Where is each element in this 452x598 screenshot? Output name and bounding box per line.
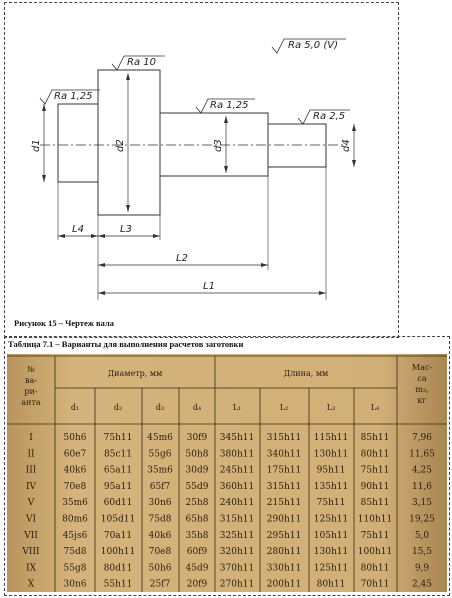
diameter-label: d1: [31, 139, 42, 152]
table-cell: 9,9: [414, 563, 430, 574]
header-diameter: Диаметр, мм: [107, 369, 163, 378]
table-cell: 215h11: [266, 498, 302, 509]
table-cell: 45js6: [62, 530, 88, 541]
figure-caption: Рисунок 15 – Чертеж вала: [14, 318, 114, 328]
table-cell: 130h11: [313, 547, 349, 558]
table-cell: 75d8: [148, 514, 172, 525]
table-cell: 11,65: [409, 449, 435, 460]
table-cell: 80d11: [103, 563, 133, 574]
table-cell: 315h11: [266, 481, 302, 492]
table-cell: 95h11: [316, 465, 346, 476]
table-cell: 70e8: [148, 547, 172, 558]
table-cell: 110h11: [357, 514, 393, 525]
table-cell: 125h11: [313, 514, 349, 525]
roughness-label: Ra 10: [127, 57, 156, 68]
table-cell: 50h6: [63, 433, 87, 443]
header-subcol: d₄: [192, 403, 202, 412]
table-cell: 70e8: [63, 481, 87, 492]
table-cell: 70a11: [103, 530, 133, 541]
table-cell: 45m6: [147, 433, 173, 443]
table-cell: 80h11: [360, 449, 390, 460]
length-label: L3: [120, 224, 132, 235]
header-subcol: d₂: [113, 403, 123, 412]
row-variant: I: [29, 433, 33, 443]
row-variant: V: [27, 498, 35, 509]
table-cell: 175h11: [266, 465, 302, 476]
row-variant: VIII: [22, 547, 40, 558]
table-cell: 3,15: [411, 498, 433, 509]
table-cell: 19,25: [409, 514, 435, 525]
table-cell: 65f7: [149, 481, 171, 492]
table-cell: 105h11: [313, 530, 349, 541]
table-cell: 70h11: [360, 579, 390, 590]
table-cell: 30n6: [63, 579, 87, 590]
table-cell: 75d8: [63, 547, 87, 558]
table-cell: 75h11: [360, 465, 390, 476]
header-mass: m₃,: [415, 385, 429, 394]
table-cell: 35m6: [62, 498, 88, 509]
table-caption: Таблица 7.1 – Варианты для выполнения расчетов заготовки: [8, 339, 244, 349]
header-length: Длина, мм: [283, 369, 329, 378]
table-cell: 295h11: [266, 530, 302, 541]
roughness-label: Ra 1,25: [210, 100, 249, 111]
table-cell: 30f9: [186, 433, 208, 443]
table-cell: 20f9: [186, 579, 208, 590]
table-cell: 330h11: [266, 563, 302, 574]
table-cell: 95a11: [103, 481, 133, 492]
table-cell: 2,45: [411, 579, 433, 590]
table-cell: 200h11: [266, 579, 302, 590]
table-cell: 280h11: [266, 547, 302, 558]
diameter-label: d2: [115, 139, 126, 152]
table-cell: 55g6: [148, 449, 172, 460]
table-cell: 85h11: [360, 498, 390, 509]
table-cell: 380h11: [219, 449, 255, 460]
table-cell: 90h11: [360, 481, 390, 492]
header-subcol: L₃: [326, 403, 336, 412]
row-variant: IV: [25, 481, 37, 492]
table-cell: 35m6: [147, 465, 173, 476]
table-cell: 15,5: [411, 547, 433, 558]
table-cell: 50h6: [148, 563, 172, 574]
table-cell: 240h11: [219, 498, 255, 509]
variants-table-grid: [7, 354, 447, 592]
table-cell: 45d9: [185, 563, 209, 574]
table-cell: 30d9: [185, 465, 209, 476]
row-variant: VII: [24, 530, 38, 541]
table-cell: 75h11: [316, 498, 346, 509]
header-subcol: d₁: [70, 403, 80, 412]
table-cell: 30n6: [148, 498, 172, 509]
table-cell: 25h8: [185, 498, 209, 509]
table-cell: 55g8: [63, 563, 87, 574]
table-cell: 7,96: [411, 433, 433, 443]
row-variant: VI: [25, 514, 37, 525]
table-cell: 60d11: [103, 498, 133, 509]
general-roughness-label: Ra 5,0 (V): [288, 40, 338, 51]
header-subcol: L₂: [279, 403, 289, 412]
table-cell: 105d11: [100, 514, 136, 525]
table-cell: 245h11: [219, 465, 255, 476]
diameter-label: d3: [213, 139, 224, 152]
length-label: L4: [72, 224, 84, 235]
table-cell: 35h8: [185, 530, 209, 541]
header-subcol: L₄: [370, 403, 380, 412]
table-cell: 80h11: [360, 563, 390, 574]
table-cell: 315h11: [266, 433, 302, 443]
table-cell: 100h11: [357, 547, 393, 558]
table-cell: 65h8: [185, 514, 209, 525]
roughness-label: Ra 1,25: [54, 91, 93, 102]
table-cell: 125h11: [313, 563, 349, 574]
table-cell: 290h11: [266, 514, 302, 525]
roughness-label: Ra 2,5: [313, 111, 346, 122]
table-cell: 135h11: [313, 481, 349, 492]
table-cell: 60f9: [186, 547, 208, 558]
header-variant: анта: [21, 398, 41, 407]
table-cell: 11,6: [411, 481, 433, 492]
table-cell: 370h11: [219, 563, 255, 574]
table-cell: 85c11: [104, 449, 132, 460]
table-cell: 325h11: [219, 530, 255, 541]
row-variant: X: [27, 579, 35, 590]
table-cell: 40k6: [63, 465, 87, 476]
table-cell: 340h11: [266, 449, 302, 460]
table-cell: 100h11: [100, 547, 136, 558]
table-cell: 50h8: [185, 449, 209, 460]
table-cell: 65a11: [103, 465, 133, 476]
table-cell: 55h11: [103, 579, 133, 590]
table-cell: 25f7: [149, 579, 171, 590]
table-cell: 315h11: [219, 514, 255, 525]
table-cell: 75h11: [360, 530, 390, 541]
table-cell: 4,25: [411, 465, 433, 476]
header-mass: са: [417, 374, 427, 383]
table-cell: 345h11: [219, 433, 255, 443]
length-label: L1: [203, 281, 215, 292]
table-cell: 320h11: [219, 547, 255, 558]
variants-table: [7, 354, 447, 592]
header-variant: ва-: [25, 376, 37, 385]
table-cell: 60e7: [63, 449, 87, 460]
header-variant: ри-: [24, 387, 38, 396]
table-cell: 55d9: [185, 481, 209, 492]
header-variant: №: [27, 365, 35, 374]
header-subcol: L₁: [232, 403, 242, 412]
header-subcol: d₃: [155, 403, 165, 412]
table-cell: 80m6: [62, 514, 88, 525]
table-cell: 270h11: [219, 579, 255, 590]
row-variant: II: [27, 449, 35, 460]
table-cell: 130h11: [313, 449, 349, 460]
diameter-label: d4: [341, 139, 352, 152]
header-mass: Мас-: [411, 363, 433, 372]
row-variant: IX: [26, 563, 36, 574]
table-cell: 80h11: [316, 579, 346, 590]
table-cell: 5,0: [414, 530, 430, 541]
table-cell: 85h11: [360, 433, 390, 443]
length-label: L2: [176, 253, 188, 264]
table-cell: 360h11: [219, 481, 255, 492]
table-cell: 115h11: [313, 433, 349, 443]
table-cell: 40k6: [148, 530, 172, 541]
table-cell: 75h11: [103, 433, 133, 443]
row-variant: III: [25, 465, 37, 476]
header-mass: кг: [417, 396, 427, 405]
